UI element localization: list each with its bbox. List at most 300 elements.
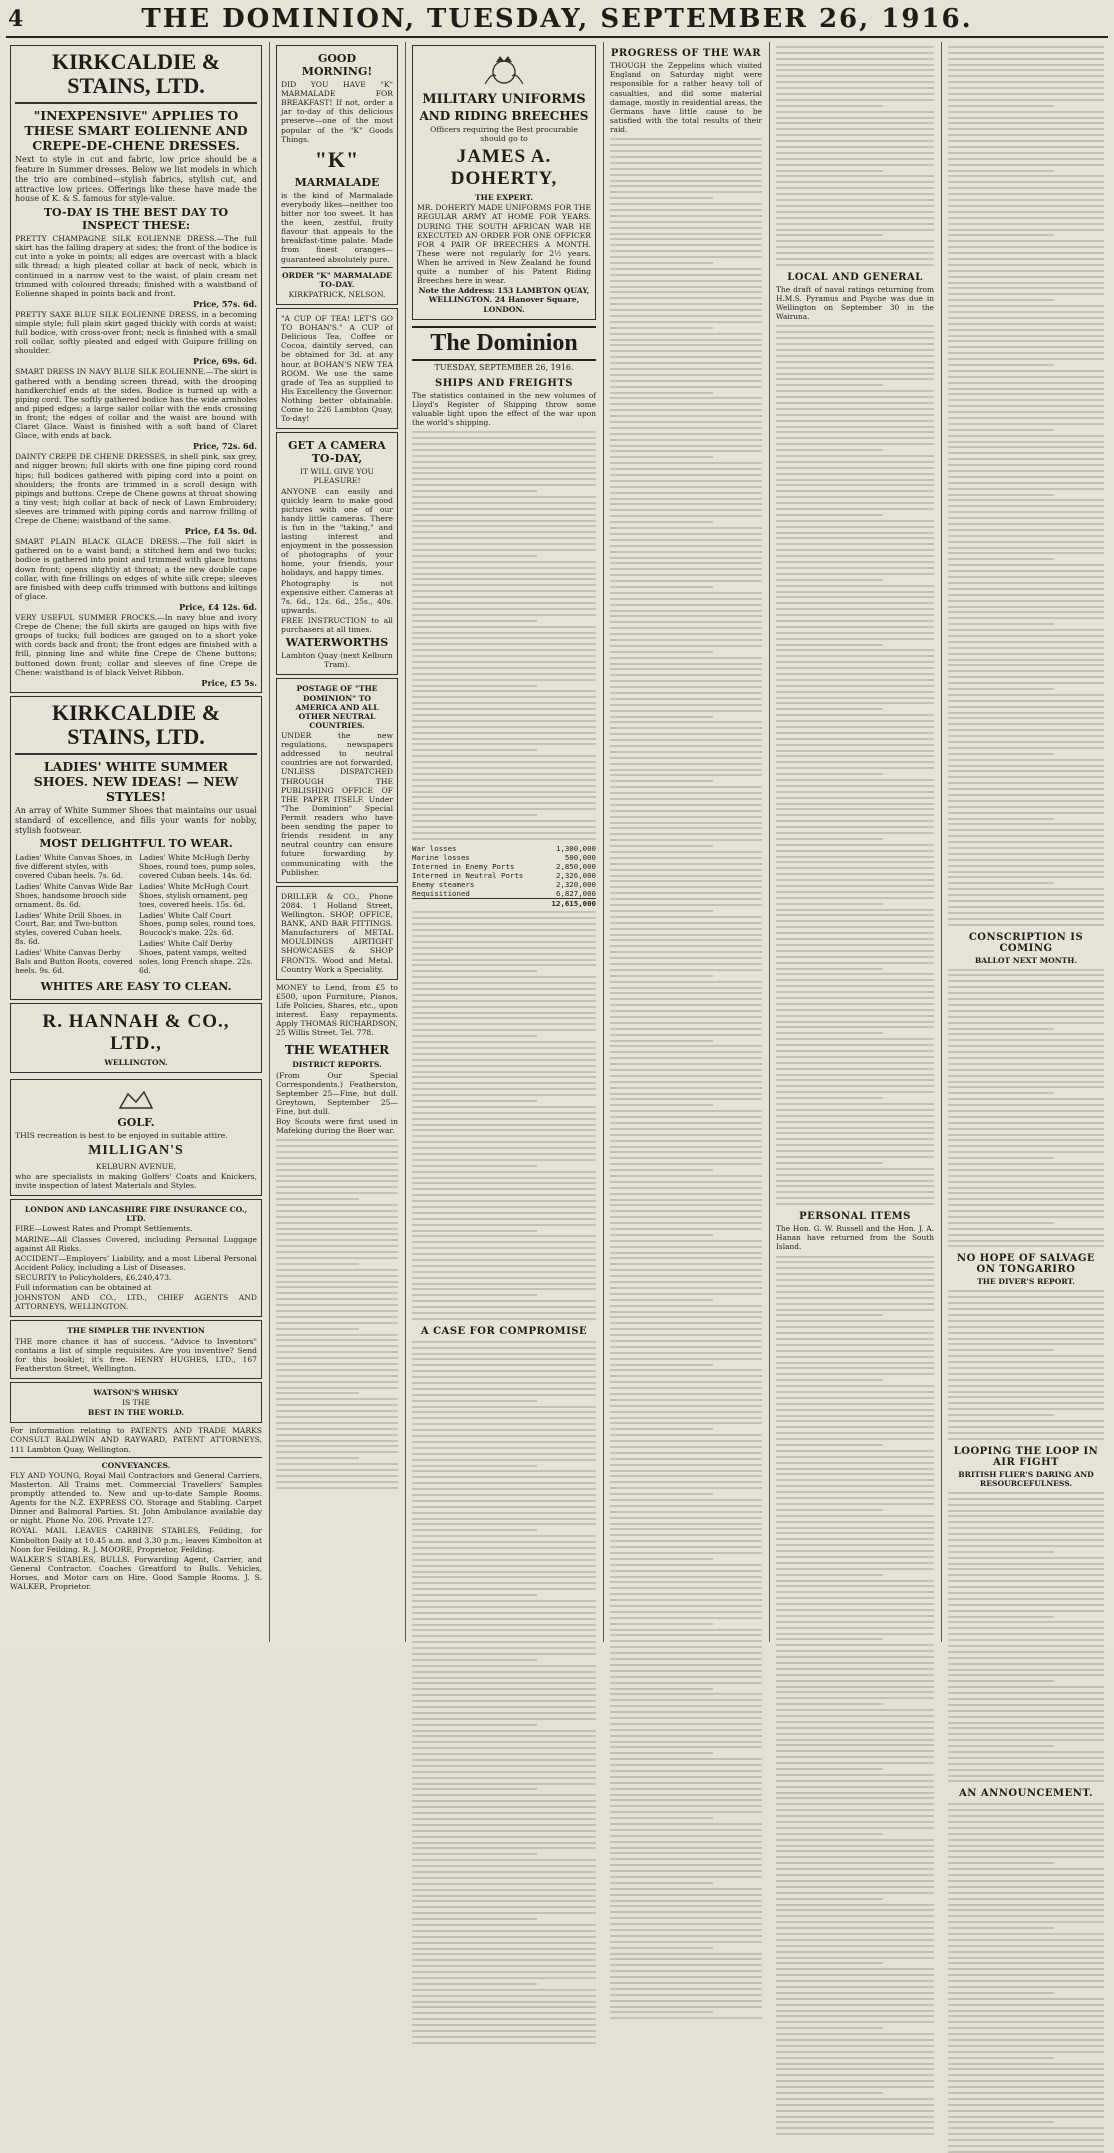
text-line xyxy=(412,1883,596,1885)
text-line xyxy=(776,797,934,799)
text-line xyxy=(412,1694,596,1696)
text-line xyxy=(610,1864,762,1866)
text-line xyxy=(776,1385,934,1387)
text-line xyxy=(610,1534,762,1536)
text-line xyxy=(610,1293,762,1295)
text-line xyxy=(948,1839,1104,1841)
text-line xyxy=(412,1836,596,1838)
text-line xyxy=(412,696,596,698)
dress-item-price: Price, 69s. 6d. xyxy=(193,356,257,367)
text-line xyxy=(776,985,934,987)
text-line xyxy=(412,496,596,498)
text-line xyxy=(948,1432,1104,1434)
text-line xyxy=(776,1320,934,1322)
text-line xyxy=(948,1228,1104,1230)
text-line xyxy=(776,1297,934,1299)
text-line xyxy=(412,661,596,663)
shoe-list-left xyxy=(15,852,133,977)
text-line xyxy=(948,682,1104,684)
text-line xyxy=(412,1682,596,1684)
text-line xyxy=(776,950,934,952)
text-line xyxy=(610,1328,762,1330)
masthead-rule xyxy=(6,36,1108,38)
text-line xyxy=(610,981,762,983)
text-line xyxy=(948,1290,1104,1292)
text-line xyxy=(610,1640,762,1642)
text-line xyxy=(412,1924,596,1926)
text-line xyxy=(948,1980,1104,1982)
text-line xyxy=(776,467,934,469)
text-line xyxy=(610,527,762,529)
text-line xyxy=(412,953,596,955)
text-line xyxy=(276,1269,398,1271)
weather-heading: THE WEATHER xyxy=(284,1043,390,1058)
text-line xyxy=(412,1830,596,1832)
text-line xyxy=(412,1465,537,1467)
text-line xyxy=(610,922,762,924)
advert-signature: KIRKPATRICK, NELSON. xyxy=(288,289,386,299)
dress-item-text: SMART DRESS IN NAVY BLUE SILK EOLIENNE.—The skirt is gathered with a bending screen thread, with the drooping handkerchief ends at the sides. Bodice is turned up with a piping cord. The softly gathered bodice has the wide armholes and piped edges; a large sailor collar with the ends crossing in front; the edges of collar and the waist are bound with Claret Glace. Waist is finished with a soft band of Claret Glace, with ends at back. xyxy=(15,367,257,441)
advert-title: KIRKCALDIE & STAINS, LTD. xyxy=(51,49,221,99)
text-line xyxy=(776,644,883,646)
text-line xyxy=(776,920,934,922)
text-line xyxy=(776,2127,934,2129)
text-line xyxy=(276,1257,398,1259)
text-line xyxy=(610,1964,762,1966)
text-line xyxy=(776,1150,934,1152)
text-line xyxy=(948,458,1104,460)
text-line xyxy=(776,1615,934,1617)
text-line xyxy=(412,1400,537,1402)
patents-advert: For information relating to PATENTS AND TRADE MARKS CONSULT BALDWIN AND RAYWARD, PATENT ATTORNEYS, 111 Lambton Quay, Wellington. xyxy=(10,1426,262,1454)
text-line xyxy=(948,2033,1104,2035)
text-line xyxy=(776,1892,934,1894)
text-line xyxy=(948,588,1104,590)
text-line xyxy=(412,976,596,978)
text-line xyxy=(948,299,1054,301)
text-line xyxy=(776,361,934,363)
text-line xyxy=(776,1850,934,1852)
text-line xyxy=(276,1216,398,1218)
text-line xyxy=(412,1364,596,1366)
text-line xyxy=(776,490,934,492)
text-line xyxy=(610,1688,713,1690)
text-line xyxy=(776,626,934,628)
text-line xyxy=(610,1134,762,1136)
text-line xyxy=(948,1128,1104,1130)
dateline: TUESDAY, SEPTEMBER 26, 1916. xyxy=(434,362,574,372)
text-line xyxy=(610,763,762,765)
text-line xyxy=(776,1156,934,1158)
text-line xyxy=(412,1065,596,1067)
text-line xyxy=(610,1411,762,1413)
text-line xyxy=(948,1302,1104,1304)
text-line xyxy=(610,415,762,417)
text-line xyxy=(948,1004,1104,1006)
text-line xyxy=(948,1992,1054,1994)
text-line xyxy=(948,980,1104,982)
text-line xyxy=(948,664,1104,666)
text-line xyxy=(610,1576,762,1578)
advert-subtitle: AND RIDING BREECHES xyxy=(419,109,589,123)
text-line xyxy=(948,1698,1104,1700)
text-line xyxy=(610,445,762,447)
text-line xyxy=(776,1874,934,1876)
text-line xyxy=(610,238,762,240)
text-line xyxy=(610,392,713,394)
text-line xyxy=(610,1770,762,1772)
text-line xyxy=(610,138,762,140)
text-line xyxy=(948,199,1104,201)
text-line xyxy=(948,2074,1104,2076)
text-line xyxy=(610,174,762,176)
text-line xyxy=(948,747,1104,749)
text-line xyxy=(948,423,1104,425)
text-line xyxy=(948,1122,1104,1124)
text-line xyxy=(412,791,596,793)
text-line xyxy=(610,2000,762,2002)
text-line xyxy=(610,1051,762,1053)
text-line xyxy=(776,1456,934,1458)
insurance-line: SECURITY to Policyholders, £6,240,473. xyxy=(15,1273,172,1283)
text-line xyxy=(610,657,762,659)
text-line xyxy=(412,1753,596,1755)
text-line xyxy=(776,355,934,357)
text-line xyxy=(776,146,934,148)
text-line xyxy=(776,814,934,816)
text-line xyxy=(776,152,934,154)
text-line xyxy=(776,1391,934,1393)
text-line xyxy=(412,1594,537,1596)
text-line xyxy=(610,185,762,187)
text-line xyxy=(276,1263,359,1265)
advert-callout: ORDER "K" MARMALADE TO-DAY. xyxy=(282,270,392,289)
text-line xyxy=(948,974,1104,976)
text-line xyxy=(610,1405,762,1407)
text-line xyxy=(948,1733,1104,1735)
text-line xyxy=(276,1228,398,1230)
text-line xyxy=(948,606,1104,608)
text-line xyxy=(610,621,762,623)
text-line xyxy=(610,545,762,547)
insurance-line: MARINE—All Classes Covered, including Personal Luggage against All Risks. xyxy=(15,1234,257,1253)
text-line xyxy=(610,1175,762,1177)
text-line xyxy=(776,1338,934,1340)
text-line xyxy=(776,1697,934,1699)
text-line xyxy=(776,1721,934,1723)
article-body xyxy=(776,46,934,266)
text-line xyxy=(412,773,596,775)
text-line xyxy=(776,785,934,787)
text-line xyxy=(948,735,1104,737)
text-line xyxy=(610,356,762,358)
text-line xyxy=(610,1305,762,1307)
text-line xyxy=(776,1680,934,1682)
text-line xyxy=(610,1210,762,1212)
text-line xyxy=(776,223,934,225)
text-line xyxy=(948,382,1104,384)
text-line xyxy=(610,1870,762,1872)
uniforms-advert xyxy=(412,45,596,320)
text-line xyxy=(276,1392,359,1394)
text-line xyxy=(776,602,934,604)
text-line xyxy=(276,1398,398,1400)
text-line xyxy=(776,1009,934,1011)
text-line xyxy=(948,1408,1104,1410)
text-line xyxy=(412,1347,596,1349)
text-line xyxy=(610,1358,762,1360)
text-line xyxy=(948,594,1104,596)
text-line xyxy=(948,1110,1104,1112)
text-line xyxy=(610,433,762,435)
text-line xyxy=(948,753,1054,755)
text-line xyxy=(412,1677,596,1679)
article-heading: PROGRESS OF THE WAR xyxy=(610,48,762,59)
text-line xyxy=(948,399,1104,401)
advert-text: is the kind of Marmalade everybody likes—neither too bitter nor too sweet. It has the keen, zestful, fruity flavour that appeals to the breakfast-time palate. Made from finest oranges—guaranteed absolutely pure. xyxy=(281,190,393,264)
text-line xyxy=(412,1082,596,1084)
table-cell-value: 2,320,000 xyxy=(555,879,596,889)
text-line xyxy=(948,1939,1104,1941)
text-line xyxy=(610,1163,762,1165)
text-line xyxy=(412,1512,596,1514)
text-line xyxy=(412,935,596,937)
text-line xyxy=(948,853,1104,855)
column-3 xyxy=(408,42,600,1642)
advert-heading: GET A CAMERA TO-DAY, xyxy=(288,439,386,466)
text-line xyxy=(610,1517,762,1519)
table-cell-label: Interned in Enemy Ports xyxy=(412,861,515,871)
text-line xyxy=(610,1140,762,1142)
text-line xyxy=(276,1251,398,1253)
text-line xyxy=(776,1939,934,1941)
text-line xyxy=(412,838,596,840)
text-line xyxy=(948,293,1104,295)
text-line xyxy=(412,508,596,510)
text-line xyxy=(610,1110,762,1112)
text-line xyxy=(412,1712,596,1714)
text-line xyxy=(412,1629,596,1631)
text-line xyxy=(776,1174,934,1176)
text-line xyxy=(948,888,1104,890)
text-line xyxy=(948,158,1104,160)
text-line xyxy=(776,1845,934,1847)
text-line xyxy=(948,205,1104,207)
text-line xyxy=(948,800,1104,802)
text-line xyxy=(610,928,762,930)
text-line xyxy=(412,1318,596,1320)
text-line xyxy=(776,2021,934,2023)
text-line xyxy=(776,420,934,422)
text-line xyxy=(948,629,1104,631)
text-line xyxy=(776,773,883,775)
text-line xyxy=(948,1338,1104,1340)
text-line xyxy=(776,1279,934,1281)
text-line xyxy=(412,702,596,704)
text-line xyxy=(412,1453,596,1455)
text-line xyxy=(610,998,762,1000)
text-line xyxy=(776,579,883,581)
text-line xyxy=(610,256,762,258)
advert-heading: LONDON AND LANCASHIRE FIRE INSURANCE CO., LTD. xyxy=(24,1205,248,1224)
text-line xyxy=(412,1859,596,1861)
text-line xyxy=(276,1310,398,1312)
text-line xyxy=(276,1428,398,1430)
text-line xyxy=(776,1868,934,1870)
text-line xyxy=(776,2074,934,2076)
text-line xyxy=(948,505,1104,507)
text-line xyxy=(412,761,596,763)
text-line xyxy=(412,1147,596,1149)
text-line xyxy=(412,1518,596,1520)
text-line xyxy=(610,1069,762,1071)
text-line xyxy=(948,1355,1104,1357)
text-line xyxy=(610,1257,762,1259)
text-line xyxy=(610,1994,762,1996)
text-line xyxy=(948,676,1104,678)
text-line xyxy=(610,886,762,888)
text-line xyxy=(948,623,1054,625)
text-line xyxy=(948,547,1104,549)
text-line xyxy=(776,1285,934,1287)
text-line xyxy=(610,1587,762,1589)
text-line xyxy=(776,1115,934,1117)
text-line xyxy=(948,529,1104,531)
text-line xyxy=(948,340,1104,342)
text-line xyxy=(776,1085,934,1087)
text-line xyxy=(412,1283,596,1285)
text-line xyxy=(948,882,1054,884)
text-line xyxy=(948,1815,1104,1817)
text-line xyxy=(610,2017,762,2019)
text-line xyxy=(610,1717,762,1719)
text-line xyxy=(948,2063,1104,2065)
text-line xyxy=(948,75,1104,77)
text-line xyxy=(412,1000,596,1002)
text-line xyxy=(776,879,934,881)
text-line xyxy=(610,1911,762,1913)
text-line xyxy=(412,1547,596,1549)
money-advert: MONEY to Lend, from £5 to £500, upon Furniture, Pianos, Life Policies, Shares, etc., upon interest. Easy repayments. Apply THOMAS RICHARDSON, 25 Willis Street. Tel. 778. xyxy=(276,982,398,1038)
text-line xyxy=(412,923,596,925)
text-line xyxy=(948,1104,1104,1106)
text-line xyxy=(610,716,713,718)
insurance-lines xyxy=(15,1224,257,1311)
text-line xyxy=(610,1752,713,1754)
text-line xyxy=(412,1847,596,1849)
table-row xyxy=(412,862,596,871)
text-line xyxy=(776,390,934,392)
text-line xyxy=(610,1028,762,1030)
text-line xyxy=(776,1603,934,1605)
text-line xyxy=(776,1344,934,1346)
text-line xyxy=(948,1420,1104,1422)
text-line xyxy=(610,562,762,564)
text-line xyxy=(412,941,596,943)
table-cell-value: 6,827,000 xyxy=(555,888,596,898)
text-line xyxy=(412,1259,596,1261)
text-line xyxy=(948,1296,1104,1298)
insurance-line: FIRE—Lowest Rates and Prompt Settlements. xyxy=(15,1224,193,1234)
text-line xyxy=(610,1181,762,1183)
text-line xyxy=(610,397,762,399)
text-line xyxy=(948,1803,1104,1805)
text-line xyxy=(776,1703,883,1705)
text-line xyxy=(776,1509,883,1511)
text-line xyxy=(948,782,1104,784)
text-line xyxy=(412,514,596,516)
text-line xyxy=(948,1580,1104,1582)
text-line xyxy=(776,175,934,177)
text-line xyxy=(776,856,934,858)
text-line xyxy=(412,1948,596,1950)
text-line xyxy=(948,2027,1104,2029)
text-line xyxy=(948,1426,1104,1428)
text-line xyxy=(948,1827,1104,1829)
text-line xyxy=(610,274,762,276)
text-line xyxy=(948,535,1104,537)
text-line xyxy=(776,87,934,89)
text-line xyxy=(610,191,762,193)
text-line xyxy=(412,1165,537,1167)
article-body xyxy=(610,138,762,2019)
text-line xyxy=(412,1942,596,1944)
text-line xyxy=(610,1204,762,1206)
golf-advert xyxy=(10,1079,262,1196)
text-line xyxy=(948,1845,1104,1847)
text-line xyxy=(412,1253,596,1255)
text-line xyxy=(948,570,1104,572)
text-line xyxy=(948,1438,1104,1440)
text-line xyxy=(776,1856,934,1858)
text-line xyxy=(276,1381,398,1383)
text-line xyxy=(776,885,934,887)
text-line xyxy=(776,2086,934,2088)
text-line xyxy=(412,929,596,931)
text-line xyxy=(776,979,934,981)
text-line xyxy=(776,555,934,557)
text-line xyxy=(412,632,596,634)
article-body xyxy=(412,431,596,839)
text-line xyxy=(412,531,596,533)
text-line xyxy=(776,608,934,610)
text-line xyxy=(776,1762,934,1764)
text-line xyxy=(412,1889,596,1891)
text-line xyxy=(948,452,1104,454)
text-line xyxy=(276,1351,398,1353)
text-line xyxy=(776,134,934,136)
text-line xyxy=(948,582,1104,584)
text-line xyxy=(948,2068,1104,2070)
text-line xyxy=(776,891,934,893)
text-line xyxy=(412,1718,596,1720)
text-line xyxy=(412,959,596,961)
text-line xyxy=(610,1075,762,1077)
text-line xyxy=(276,1345,398,1347)
text-line xyxy=(610,1758,762,1760)
text-line xyxy=(948,1075,1104,1077)
text-line xyxy=(412,1995,596,1997)
text-line xyxy=(610,209,762,211)
text-line xyxy=(776,193,934,195)
text-line xyxy=(948,1240,1104,1242)
text-line xyxy=(776,1933,934,1935)
text-line xyxy=(776,962,934,964)
text-line xyxy=(948,1657,1104,1659)
text-line xyxy=(948,1780,1104,1782)
text-line xyxy=(276,1363,398,1365)
text-line xyxy=(776,414,934,416)
